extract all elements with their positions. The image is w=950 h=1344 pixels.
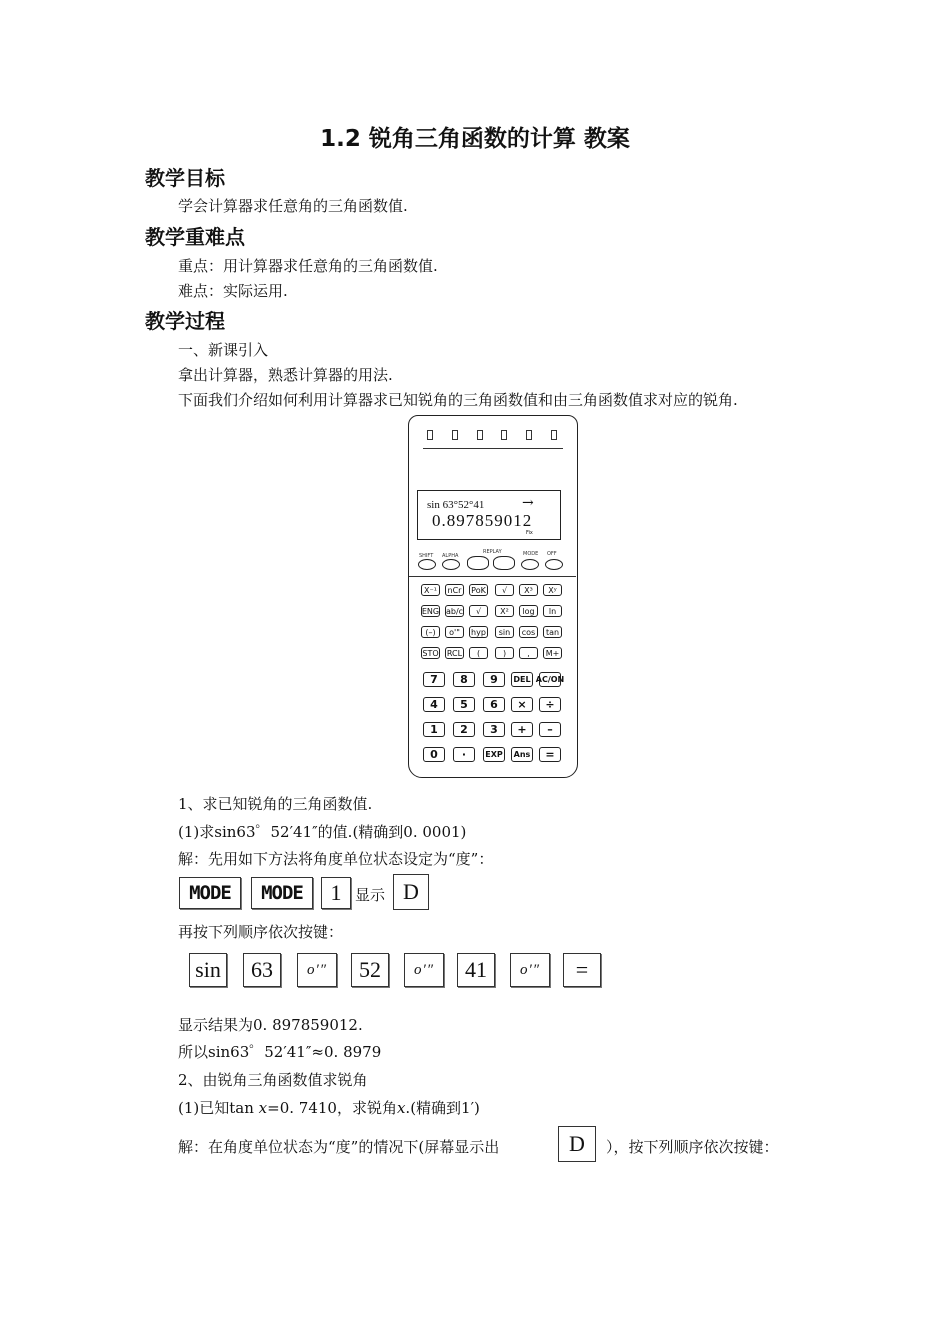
display-label: 显示 [355,886,386,904]
shift-key [418,559,436,570]
calc-key: nCr [445,584,464,596]
calc-key: X⁻¹ [421,584,440,596]
calc-key: ab/c [445,606,464,616]
calc-key: Xʸ [543,584,562,596]
calc-key: √ [495,584,514,596]
dms-key-1: o′″ [297,953,337,987]
digit-1-key: 1 [321,877,351,909]
calc-key: tan [543,626,562,638]
part2-solution-suffix: ），按下列顺序依次按键： [606,1138,779,1156]
calc-key: STO [422,648,439,658]
calc-key: (–) [421,626,440,638]
calc-key: √ [469,605,488,617]
calc-key: 5 [453,697,475,712]
off-key [545,559,563,570]
replay-right-key [493,556,515,570]
display-arrow: → [522,495,534,511]
part1-conclusion: 所以sin63゜52′41″≈0. 8979 [178,1043,382,1061]
calc-key: 4 [423,697,445,712]
calculator-illustration: sin 63°52°41 → 0.897859012 Fix SHIFT ALPHA REPLAY MODE OFF X⁻¹ nCr PoK √ X³ Xʸ ENG ab/c √ X² log ln (–) o'" hyp sin cos tan STO RCL ( ) , M+ 7 8 9 DEL AC/ON 4 5 6 × ÷ 1 2 3 + – 0 · EXP Ans = [408,415,578,778]
calc-key: 6 [483,697,505,712]
calc-key: ) [495,647,514,659]
calc-key: 3 [483,722,505,737]
mode-key-1: MODE [179,877,241,909]
calc-key: Ans [511,747,533,762]
page-title: 1.2 锐角三角函数的计算 教案 [320,126,630,152]
calc-key: EXP [483,747,505,762]
alpha-key [442,559,460,570]
calculator-display [417,490,561,540]
calc-key: × [511,697,533,712]
calc-key: ln [543,605,562,617]
calc-key: X³ [519,584,538,596]
calc-key: 1 [423,722,445,737]
display-line1: sin 63°52°41 [427,499,485,511]
part2-question: (1)已知tan x=0. 7410，求锐角x.(精确到1′) [178,1099,480,1117]
part1-heading: 1、求已知锐角的三角函数值. [178,795,373,813]
focus-heading: 教学重难点 [145,225,245,249]
calc-key: ÷ [539,697,561,712]
calc-key: AC/ON [539,672,561,687]
solar-cells [427,430,557,438]
equals-key: = [563,953,601,987]
calc-key: PoK [469,584,488,596]
process-line2: 下面我们介绍如何利用计算器求已知锐角的三角函数值和由三角函数值求对应的锐角. [178,391,738,409]
calc-key: , [519,647,538,659]
dms-key-2: o′″ [404,953,444,987]
calc-key: = [539,747,561,762]
calc-key: X² [495,605,514,617]
dms-key-3: o′″ [510,953,550,987]
calc-key: · [453,747,475,762]
calc-key: log [519,605,538,617]
key-52: 52 [351,953,389,987]
degree-indicator-2: D [558,1126,596,1162]
key-41: 41 [457,953,495,987]
process-line1: 拿出计算器，熟悉计算器的用法. [178,366,393,384]
calc-key: RCL [446,648,463,658]
mode-key [521,559,539,570]
part1-question: (1)求sin63゜52′41″的值.(精确到0. 0001) [178,823,467,841]
calc-key: 9 [483,672,505,687]
objectives-text: 学会计算器求任意角的三角函数值. [178,197,408,215]
mode-key-2: MODE [251,877,313,909]
calc-key: hyp [469,626,488,638]
calc-key: ENG [421,606,440,616]
calc-key: 8 [453,672,475,687]
degree-indicator: D [393,874,429,910]
calc-key: 0 [423,747,445,762]
part1-solution: 解：先用如下方法将角度单位状态设定为“度”： [178,850,494,868]
key-63: 63 [243,953,281,987]
part1-then: 再按下列顺序依次按键： [178,923,344,941]
display-result: 0.897859012 [432,511,533,530]
intro-text: 一、新课引入 [178,341,269,359]
calc-key: + [511,722,533,737]
part2-heading: 2、由锐角三角函数值求锐角 [178,1071,368,1089]
calc-key: sin [495,626,514,638]
difficulty-text: 难点：实际运用. [178,282,288,300]
sin-key: sin [189,953,227,987]
part1-result: 显示结果为0. 897859012. [178,1016,363,1034]
calc-key: – [539,722,561,737]
calc-key: ( [469,647,488,659]
calc-key: 7 [423,672,445,687]
calc-key: DEL [511,672,533,687]
objectives-heading: 教学目标 [145,166,225,190]
calc-key: 2 [453,722,475,737]
process-heading: 教学过程 [145,309,225,333]
part2-solution-prefix: 解：在角度单位状态为“度”的情况下(屏幕显示出 [178,1138,500,1156]
calc-key: o'" [445,626,464,638]
replay-left-key [467,556,489,570]
calc-key: cos [519,626,538,638]
display-fix: Fix [526,530,533,536]
key-point-text: 重点：用计算器求任意角的三角函数值. [178,257,438,275]
calc-key: M+ [543,647,562,659]
